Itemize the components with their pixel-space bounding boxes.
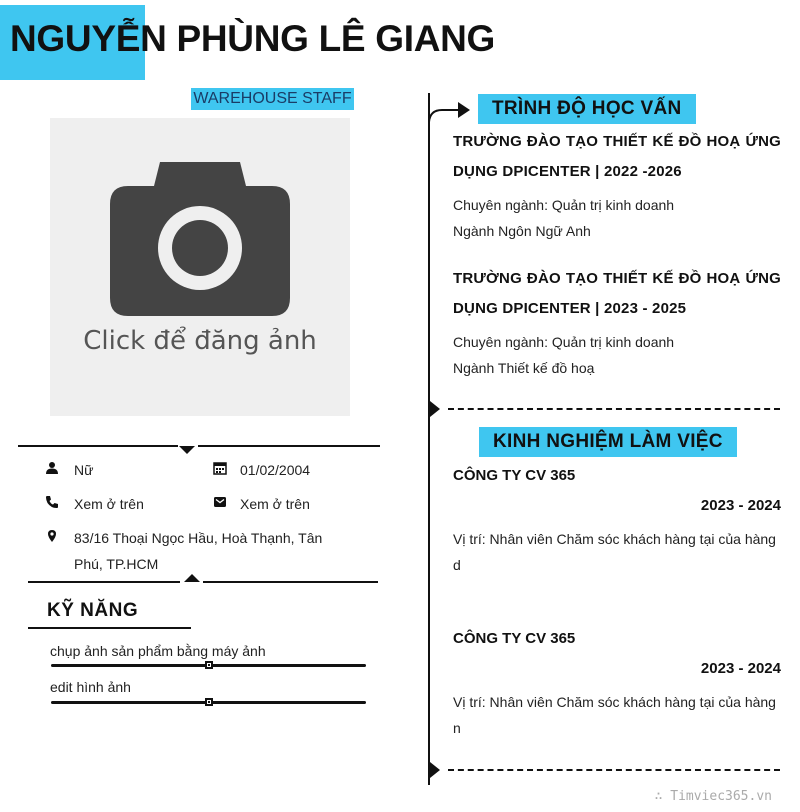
job-title: WAREHOUSE STAFF xyxy=(191,88,354,110)
watermark: ∴ Timviec365.vn xyxy=(654,789,772,804)
school-line: DỤNG DPICENTER | 2023 - 2025 xyxy=(453,300,687,317)
dashed-divider xyxy=(448,408,780,410)
experience-title: KINH NGHIỆM LÀM VIỆC xyxy=(479,427,737,457)
divider-arrow-down xyxy=(179,446,195,454)
divider xyxy=(198,445,380,447)
gender-value: Nữ xyxy=(74,462,94,478)
candidate-name: NGUYỄN PHÙNG LÊ GIANG xyxy=(10,18,496,59)
email-icon xyxy=(213,495,227,509)
company-name: CÔNG TY CV 365 xyxy=(453,467,576,484)
skill-name: edit hình ảnh xyxy=(50,679,131,695)
divider xyxy=(18,445,178,447)
photo-upload[interactable] xyxy=(50,118,350,416)
school-line: TRƯỜNG ĐÀO TẠO THIẾT KẾ ĐỒ HOẠ ỨNG xyxy=(453,133,781,150)
address-line-1: 83/16 Thoại Ngọc Hầu, Hoà Thạnh, Tân xyxy=(74,530,323,546)
skills-title: KỸ NĂNG xyxy=(47,600,139,621)
phone-value: Xem ở trên xyxy=(74,496,144,512)
email-value: Xem ở trên xyxy=(240,496,310,512)
timeline-marker xyxy=(430,762,440,778)
education-title: TRÌNH ĐỘ HỌC VẤN xyxy=(478,94,696,124)
school-name xyxy=(453,264,781,324)
job-years: 2023 - 2024 xyxy=(700,660,781,677)
education-field: Ngành Thiết kế đồ hoạ xyxy=(453,360,595,376)
divider xyxy=(203,581,378,583)
company-name: CÔNG TY CV 365 xyxy=(453,630,576,647)
education-field: Ngành Ngôn Ngữ Anh xyxy=(453,223,591,239)
calendar-icon xyxy=(213,461,227,475)
dashed-divider xyxy=(448,769,780,771)
education-major: Chuyên ngành: Quản trị kinh doanh xyxy=(453,334,675,350)
job-position: Vị trí: Nhân viên Chăm sóc khách hàng tại của hàng xyxy=(453,694,776,710)
skills-underline xyxy=(28,627,191,629)
photo-upload-label[interactable]: Click để đăng ảnh xyxy=(83,326,317,356)
address-line-2: Phú, TP.HCM xyxy=(74,556,159,572)
divider xyxy=(28,581,180,583)
arrow-right-icon xyxy=(428,98,472,124)
job-position: Vị trí: Nhân viên Chăm sóc khách hàng tại của hàng xyxy=(453,531,776,547)
camera-icon xyxy=(50,118,350,416)
skill-level-handle[interactable] xyxy=(205,661,213,669)
school-name xyxy=(453,127,781,187)
skill-level-handle[interactable] xyxy=(205,698,213,706)
phone-icon xyxy=(45,495,59,509)
timeline-marker xyxy=(430,401,440,417)
school-line: TRƯỜNG ĐÀO TẠO THIẾT KẾ ĐỒ HOẠ ỨNG xyxy=(453,270,781,287)
timeline-line xyxy=(428,93,430,785)
job-position-cont: n xyxy=(453,720,461,736)
education-major: Chuyên ngành: Quản trị kinh doanh xyxy=(453,197,675,213)
skill-name: chụp ảnh sản phẩm bằng máy ảnh xyxy=(50,643,266,659)
location-icon xyxy=(45,529,59,543)
job-position-cont: d xyxy=(453,557,461,573)
user-icon xyxy=(45,461,59,475)
divider-arrow-up xyxy=(184,574,200,582)
birthday-value: 01/02/2004 xyxy=(240,462,311,478)
school-line: DỤNG DPICENTER | 2022 -2026 xyxy=(453,163,682,180)
job-years: 2023 - 2024 xyxy=(700,497,781,514)
